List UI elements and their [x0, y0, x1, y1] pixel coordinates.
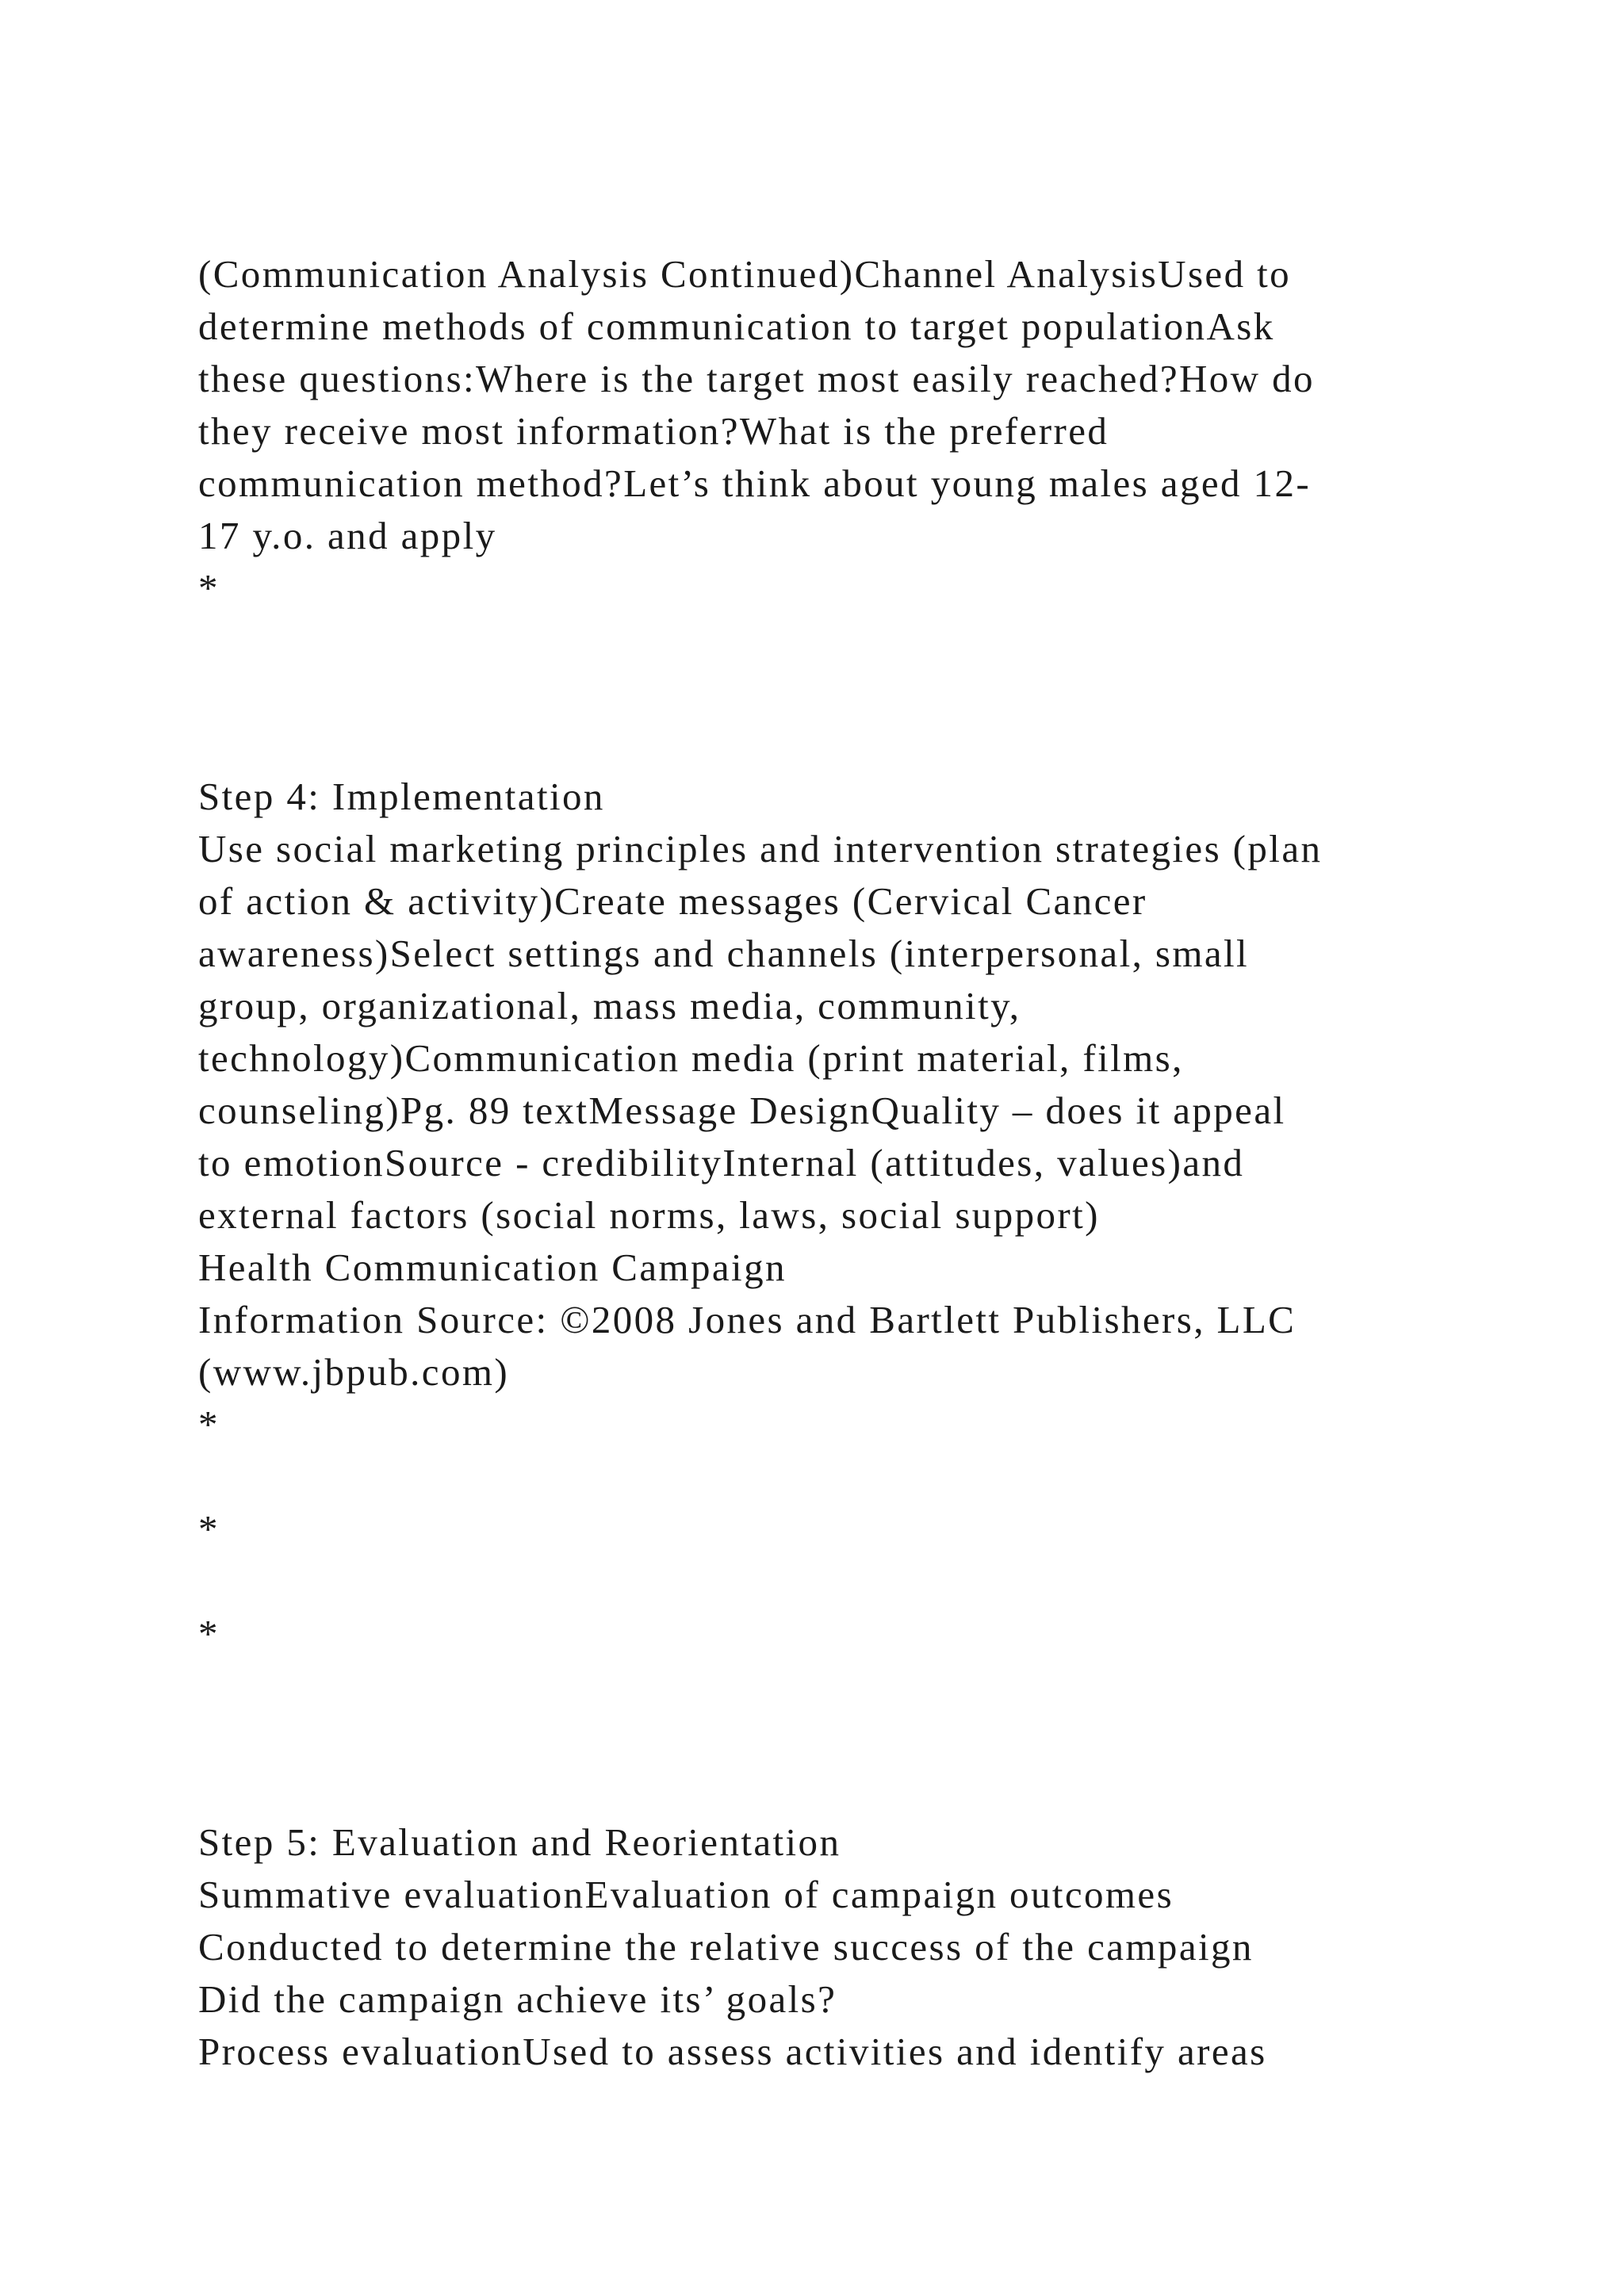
source-line: Information Source: ©2008 Jones and Bartlett Publishers, LLC	[198, 1298, 1297, 1341]
step5-body-line: Conducted to determine the relative success of the campaign	[198, 1925, 1254, 1969]
step4-heading: Step 4: Implementation	[198, 775, 605, 818]
step5-heading: Step 5: Evaluation and Reorientation	[198, 1820, 841, 1864]
slide-marker: *	[198, 1612, 220, 1655]
step4-body-line: group, organizational, mass media, community,	[198, 984, 1021, 1027]
channel-analysis-line: communication method?Let’s think about young males aged 12-	[198, 461, 1312, 505]
step5-body-line: Summative evaluationEvaluation of campaign outcomes	[198, 1873, 1174, 1916]
campaign-title: Health Communication Campaign	[198, 1246, 787, 1289]
step5-body-line: Did the campaign achieve its’ goals?	[198, 1977, 837, 2021]
step5-body-line: Process evaluationUsed to assess activities and identify areas	[198, 2030, 1267, 2073]
step4-body-line: technology)Communication media (print material, films,	[198, 1036, 1184, 1080]
channel-analysis-line: they receive most information?What is the preferred	[198, 409, 1109, 453]
step4-body-line: awareness)Select settings and channels (interpersonal, small	[198, 932, 1250, 975]
step4-body-line: counseling)Pg. 89 textMessage DesignQuality – does it appeal	[198, 1089, 1286, 1132]
channel-analysis-line: determine methods of communication to target populationAsk	[198, 304, 1275, 348]
step4-body-line: Use social marketing principles and intervention strategies (plan	[198, 827, 1323, 871]
slide-marker: *	[198, 1507, 220, 1551]
source-url: (www.jbpub.com)	[198, 1350, 510, 1394]
channel-analysis-line: (Communication Analysis Continued)Channel AnalysisUsed to	[198, 252, 1292, 296]
step4-body-line: of action & activity)Create messages (Cervical Cancer	[198, 879, 1147, 923]
step4-body-line: to emotionSource - credibilityInternal (attitudes, values)and	[198, 1141, 1245, 1184]
slide-marker: *	[198, 1402, 220, 1446]
slide-marker: *	[198, 566, 220, 610]
channel-analysis-line: these questions:Where is the target most easily reached?How do	[198, 357, 1315, 400]
channel-analysis-line: 17 y.o. and apply	[198, 514, 497, 557]
step4-body-line: external factors (social norms, laws, social support)	[198, 1193, 1100, 1237]
